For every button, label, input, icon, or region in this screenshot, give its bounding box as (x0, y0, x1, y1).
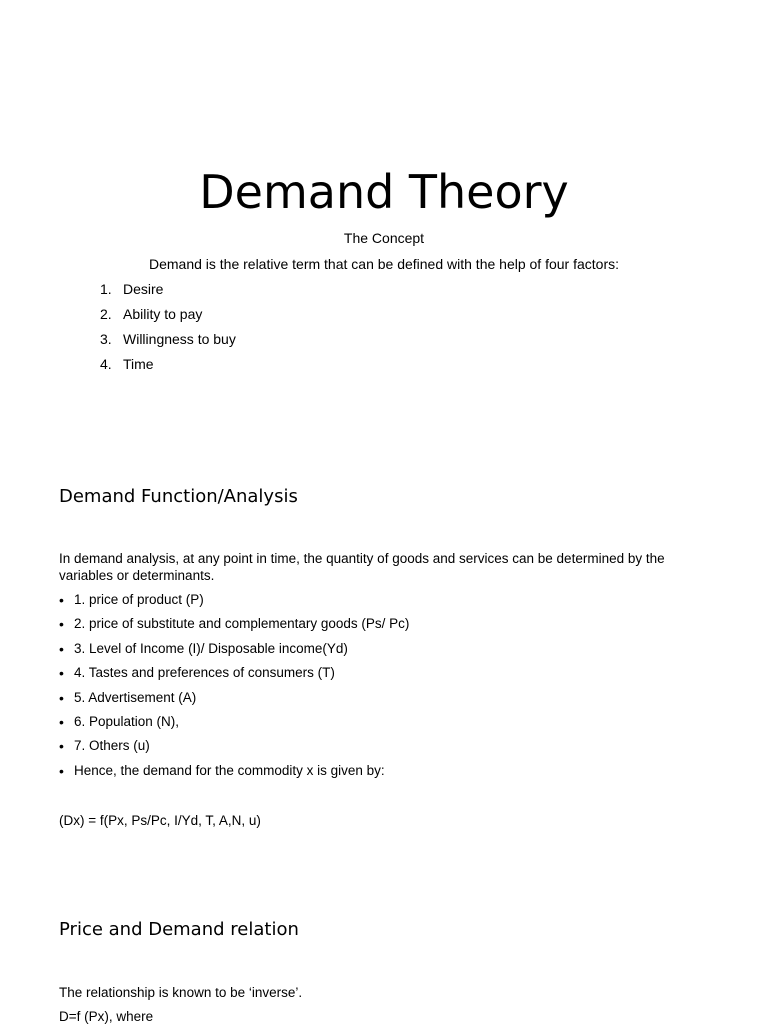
list-item (59, 761, 409, 785)
demand-formula: (Dx) = f(Px, Ps/Pc, I/Yd, T, A,N, u) (59, 813, 261, 828)
bullet-icon: • (59, 665, 64, 682)
bullet-icon: • (59, 616, 64, 633)
list-label: Hence, the demand for the commodity x is given by: (74, 762, 385, 778)
list-label: Willingness to buy (123, 331, 236, 347)
relation-formula: D=f (Px), where (59, 1009, 154, 1024)
list-item (100, 329, 236, 354)
list-item (100, 354, 236, 379)
list-item (59, 614, 409, 638)
list-number: 2. (100, 306, 112, 322)
bullet-icon: • (59, 592, 64, 608)
section-heading-demand-function: Demand Function/Analysis (59, 486, 298, 507)
list-label: 5. Advertisement (A) (74, 689, 197, 705)
list-label: 4. Tastes and preferences of consumers (T) (74, 665, 335, 681)
list-item (100, 279, 236, 304)
list-label: 7. Others (u) (74, 738, 150, 754)
list-label: Ability to pay (123, 306, 203, 322)
bullet-icon: • (59, 762, 64, 779)
list-item (100, 304, 236, 329)
analysis-paragraph: In demand analysis, at any point in time, the quantity of goods and services can be determined by the variables or determinants. (59, 551, 665, 583)
concept-intro: Demand is the relative term that can be defined with the help of four factors: (148, 256, 620, 272)
factor-list (100, 279, 236, 379)
list-item (59, 712, 409, 736)
list-item (59, 590, 409, 614)
list-item (59, 736, 409, 760)
list-label: 3. Level of Income (I)/ Disposable income(Yd) (74, 640, 348, 656)
section-heading-price-demand: Price and Demand relation (59, 919, 299, 940)
bullet-icon: • (59, 738, 64, 755)
concept-subtitle: The Concept (343, 230, 425, 246)
determinant-list (59, 590, 409, 785)
bullet-icon: • (59, 640, 64, 657)
bullet-icon: • (59, 713, 64, 730)
list-label: Desire (123, 281, 164, 297)
list-label: Time (123, 356, 154, 372)
list-number: 4. (100, 356, 112, 372)
relation-text: The relationship is known to be ‘inverse’. (59, 985, 303, 1000)
list-label: 6. Population (N), (74, 713, 180, 729)
list-label: 1. price of product (P) (74, 592, 204, 607)
list-item (59, 639, 409, 663)
list-number: 3. (100, 331, 112, 347)
list-item (59, 663, 409, 687)
list-number: 1. (100, 281, 112, 297)
bullet-icon: • (59, 689, 64, 706)
list-item (59, 688, 409, 712)
document-title: Demand Theory (199, 165, 569, 219)
list-label: 2. price of substitute and complementary goods (Ps/ Pc) (74, 616, 410, 632)
